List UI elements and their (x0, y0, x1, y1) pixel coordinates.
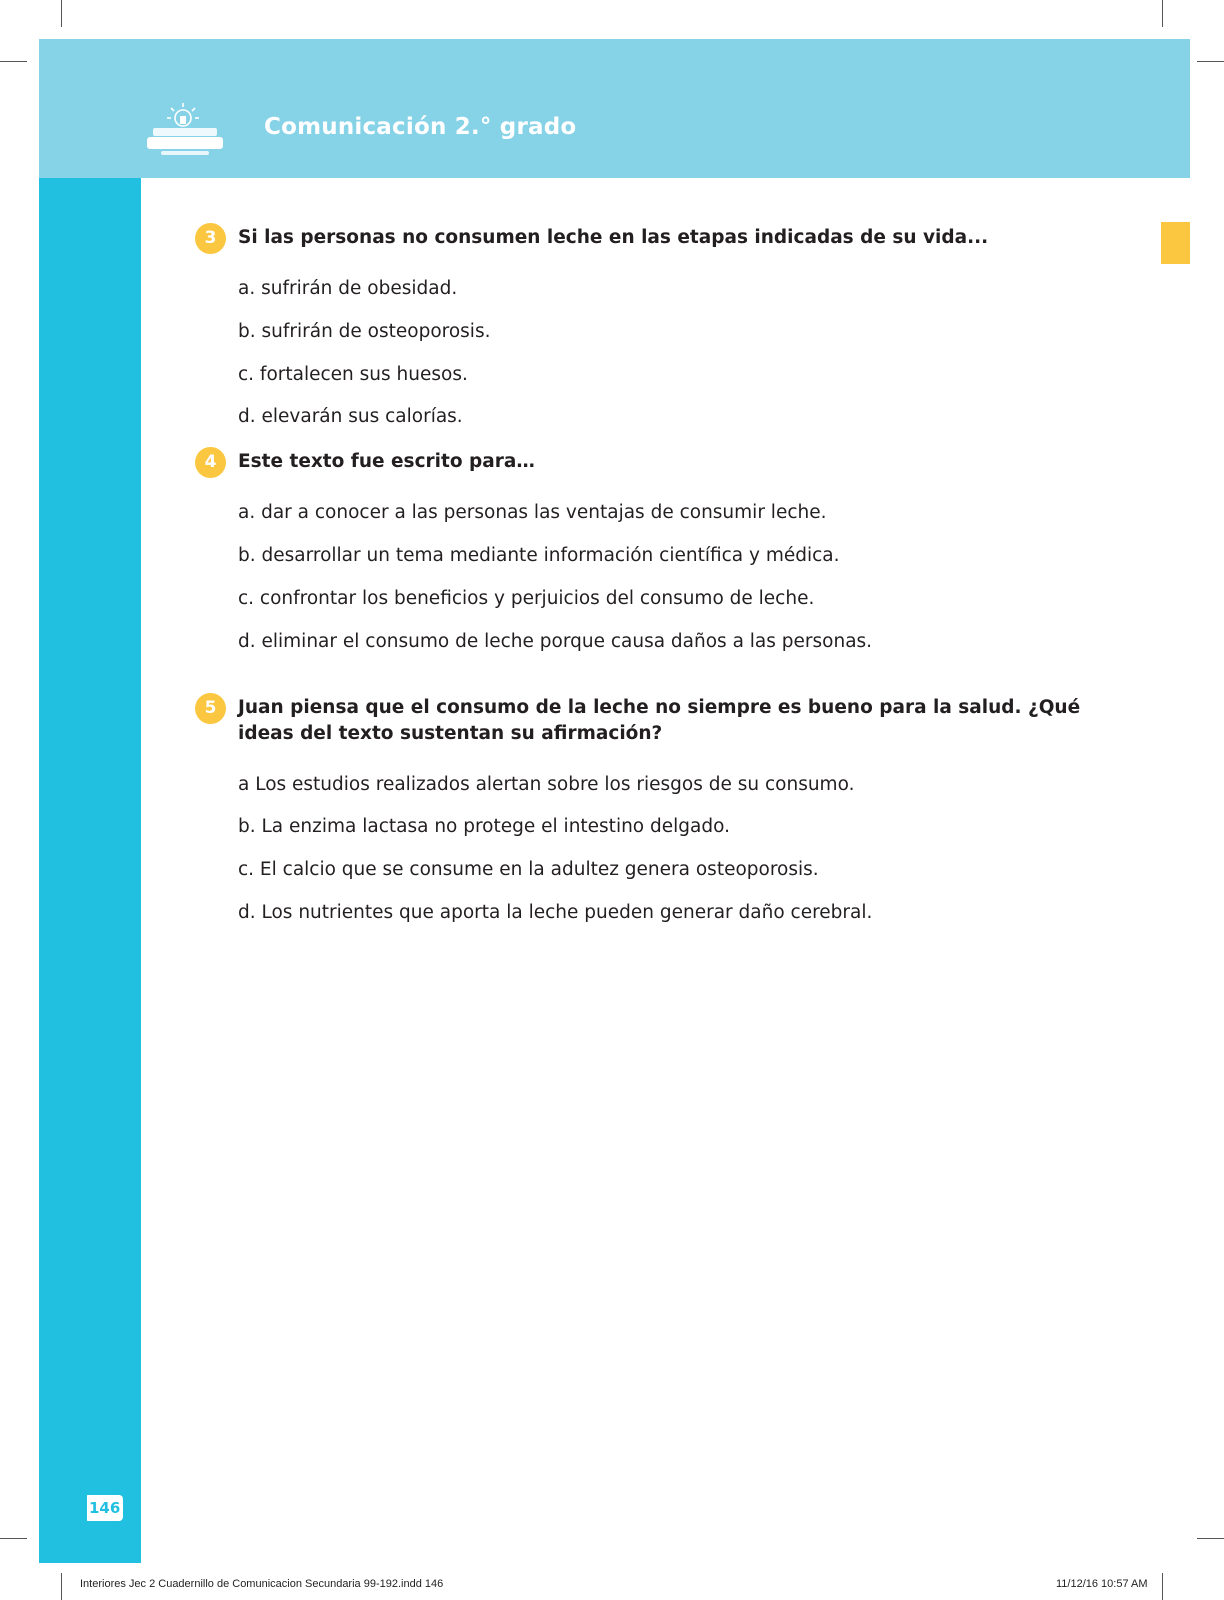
answer-option: c. fortalecen sus huesos. (238, 364, 468, 385)
crop-mark (1197, 1538, 1224, 1539)
crop-mark (0, 61, 27, 62)
crop-mark (0, 1538, 27, 1539)
crop-mark (61, 0, 62, 27)
question-number-badge: 5 (195, 693, 226, 724)
question-number-badge: 4 (195, 447, 226, 478)
footer-file-info: Interiores Jec 2 Cuadernillo de Comunicacion Secundaria 99-192.indd 146 (80, 1578, 444, 1590)
answer-option: c. confrontar los beneficios y perjuicios del consumo de leche. (238, 588, 815, 609)
crop-mark (1197, 61, 1224, 62)
question-text: Juan piensa que el consumo de la leche no siempre es bueno para la salud. ¿Qué ideas del texto sustentan su afirmación? (238, 697, 1081, 744)
answer-option: c. El calcio que se consume en la adultez genera osteoporosis. (238, 859, 819, 880)
answer-option: d. eliminar el consumo de leche porque causa daños a las personas. (238, 631, 873, 652)
answer-option: b. La enzima lactasa no protege el intestino delgado. (238, 816, 730, 837)
crop-mark (61, 1573, 62, 1600)
question-text: Este texto fue escrito para… (238, 451, 535, 472)
section-tab-marker (1161, 222, 1190, 264)
question-text: Si las personas no consumen leche en las etapas indicadas de su vida... (238, 227, 989, 248)
question-number-badge: 3 (195, 223, 226, 254)
answer-option: b. sufrirán de osteoporosis. (238, 321, 491, 342)
answer-option: b. desarrollar un tema mediante información científica y médica. (238, 545, 840, 566)
footer-timestamp: 11/12/16 10:57 AM (1056, 1578, 1148, 1590)
page-title: Comunicación 2.° grado (264, 114, 577, 140)
crop-mark (1162, 1573, 1163, 1600)
jornada-escolar-completa-logo (143, 100, 227, 162)
answer-option: d. elevarán sus calorías. (238, 406, 463, 427)
answer-option: a. dar a conocer a las personas las ventajas de consumir leche. (238, 502, 827, 523)
answer-option: d. Los nutrientes que aporta la leche pueden generar daño cerebral. (238, 902, 873, 923)
answer-option: a. sufrirán de obesidad. (238, 278, 458, 299)
answer-option: a Los estudios realizados alertan sobre los riesgos de su consumo. (238, 774, 855, 795)
page-number: 146 (87, 1495, 123, 1521)
crop-mark (1162, 0, 1163, 27)
side-band (39, 178, 141, 1563)
